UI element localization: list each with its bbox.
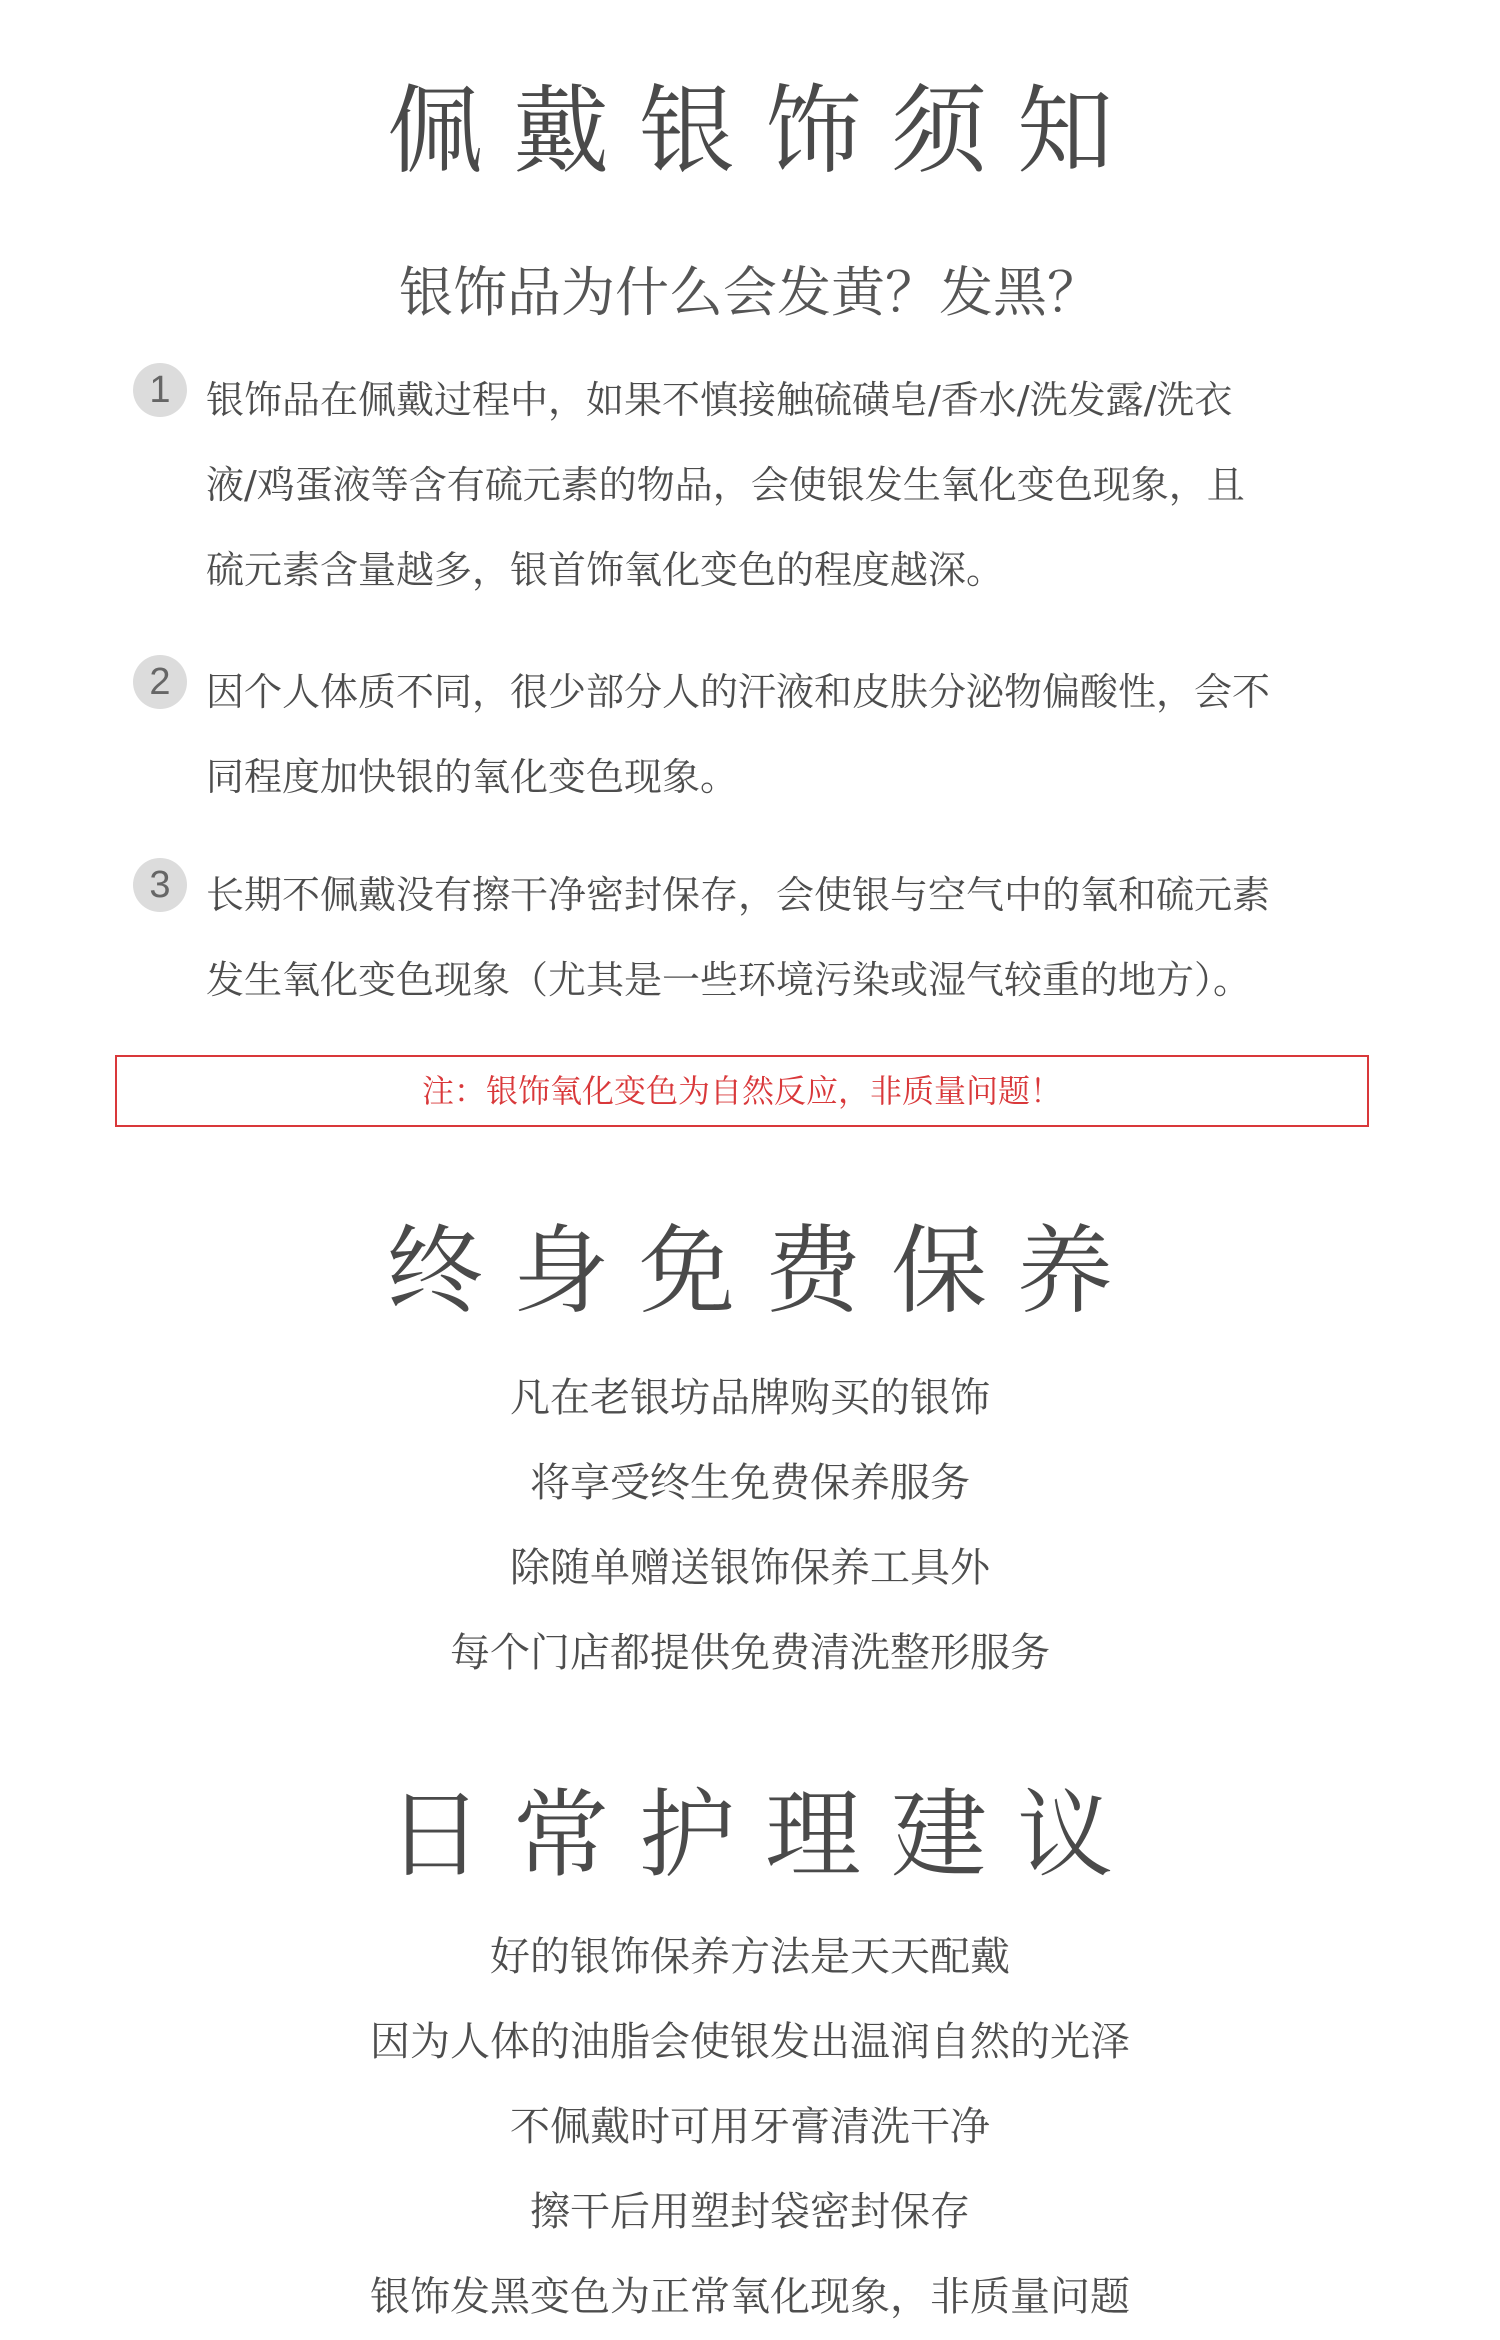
daily-care-text — [0, 1915, 1500, 2340]
item-number-badge: 2 — [133, 655, 187, 709]
lifetime-care-text — [0, 1356, 1500, 1696]
item-line: 液/鸡蛋液等含有硫元素的物品，会使银发生氧化变色现象，且 — [206, 463, 1245, 507]
item-text — [206, 358, 1500, 613]
item-text — [206, 650, 1500, 820]
text-line: 不佩戴时可用牙膏清洗干净 — [510, 2104, 990, 2150]
section-title-lifetime-care: 终身免费保养 — [387, 1215, 1143, 1327]
text-line: 凡在老银坊品牌购买的银饰 — [510, 1375, 990, 1421]
item-text — [206, 853, 1500, 1023]
item-line: 因个人体质不同，很少部分人的汗液和皮肤分泌物偏酸性，会不 — [206, 670, 1271, 714]
text-line: 好的银饰保养方法是天天配戴 — [490, 1934, 1010, 1980]
text-line: 擦干后用塑封袋密封保存 — [530, 2189, 970, 2235]
section-title-wearing-notes: 佩戴银饰须知 — [387, 75, 1143, 187]
item-line: 同程度加快银的氧化变色现象。 — [206, 755, 739, 799]
item-number-badge: 3 — [133, 858, 187, 912]
section-title-daily-care: 日常护理建议 — [387, 1779, 1143, 1891]
notice-box: 注：银饰氧化变色为自然反应，非质量问题！ — [115, 1055, 1369, 1127]
text-line: 将享受终生免费保养服务 — [530, 1460, 970, 1506]
text-line: 因为人体的油脂会使银发出温润自然的光泽 — [370, 2019, 1130, 2065]
item-line: 银饰品在佩戴过程中，如果不慎接触硫磺皂/香水/洗发露/洗衣 — [206, 378, 1233, 422]
subtitle-why-yellow-black: 银饰品为什么会发黄？发黑？ — [399, 261, 1101, 324]
item-line: 长期不佩戴没有擦干净密封保存，会使银与空气中的氧和硫元素 — [206, 873, 1271, 917]
item-line: 发生氧化变色现象（尤其是一些环境污染或湿气较重的地方）。 — [206, 958, 1252, 1002]
item-number-badge: 1 — [133, 363, 187, 417]
text-line: 每个门店都提供免费清洗整形服务 — [450, 1630, 1050, 1676]
text-line: 除随单赠送银饰保养工具外 — [510, 1545, 990, 1591]
text-line: 银饰发黑变色为正常氧化现象，非质量问题 — [370, 2274, 1130, 2320]
item-line: 硫元素含量越多，银首饰氧化变色的程度越深。 — [206, 548, 1005, 592]
